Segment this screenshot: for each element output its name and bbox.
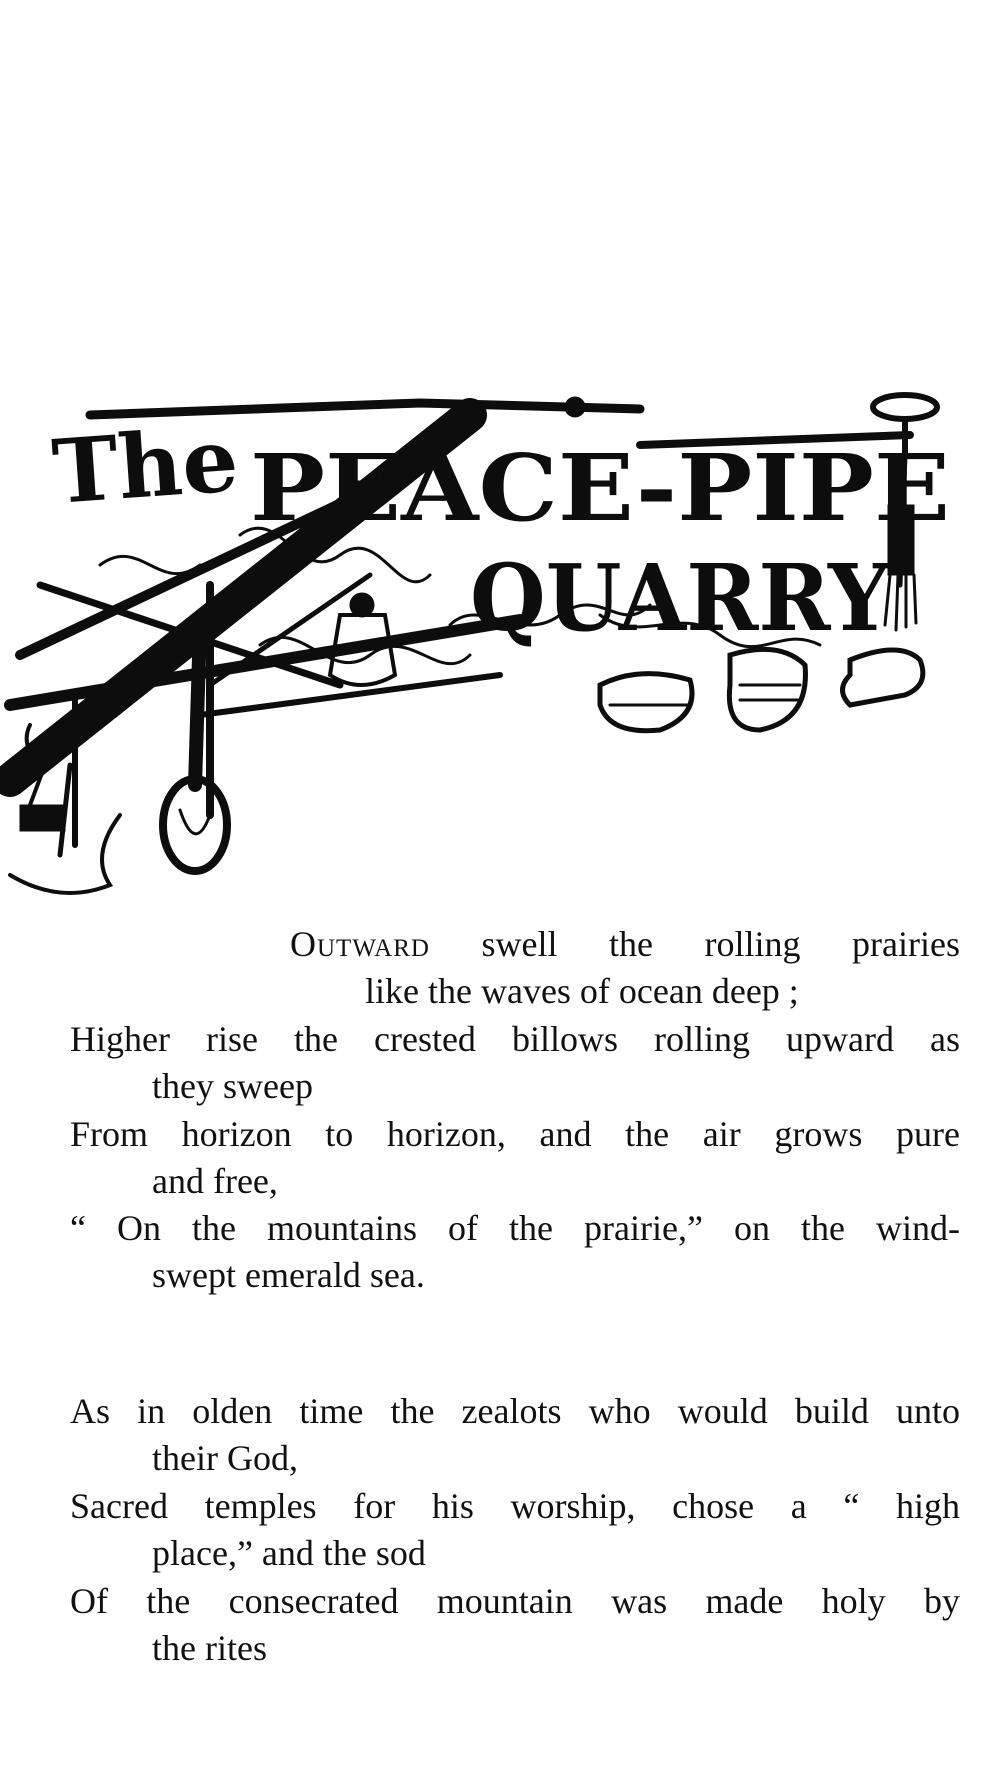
poem-line: the rites bbox=[152, 1628, 267, 1668]
poem-line: their God, bbox=[152, 1438, 298, 1478]
poem-line: and free, bbox=[152, 1161, 278, 1201]
drop-word: Outward bbox=[290, 924, 430, 964]
poem-line: place,” and the sod bbox=[152, 1533, 426, 1573]
poem-line: they sweep bbox=[152, 1066, 313, 1106]
headpiece-title-peace-pipe: PEACE-PIPE bbox=[250, 434, 950, 542]
poem-line: From horizon to horizon, and the air grows pure bbox=[70, 1114, 960, 1154]
poem-line: like the waves of ocean deep ; bbox=[365, 971, 799, 1011]
poem-line: Of the consecrated mountain was made holy by bbox=[70, 1581, 960, 1621]
poem-line-text: swell the rolling prairies bbox=[481, 924, 961, 964]
poem-line: Sacred temples for his worship, chose a “ high bbox=[70, 1486, 960, 1526]
poem-line: “ On the mountains of the prairie,” on the wind- bbox=[70, 1208, 960, 1248]
poem-line: As in olden time the zealots who would build unto bbox=[70, 1391, 960, 1431]
poem-line: swept emerald sea. bbox=[152, 1255, 425, 1295]
poem-line bbox=[290, 920, 960, 968]
poem-line: Higher rise the crested billows rolling upward as bbox=[70, 1019, 960, 1059]
headpiece-title-quarry: QUARRY bbox=[470, 544, 892, 652]
headpiece-title-the: The bbox=[49, 407, 242, 524]
